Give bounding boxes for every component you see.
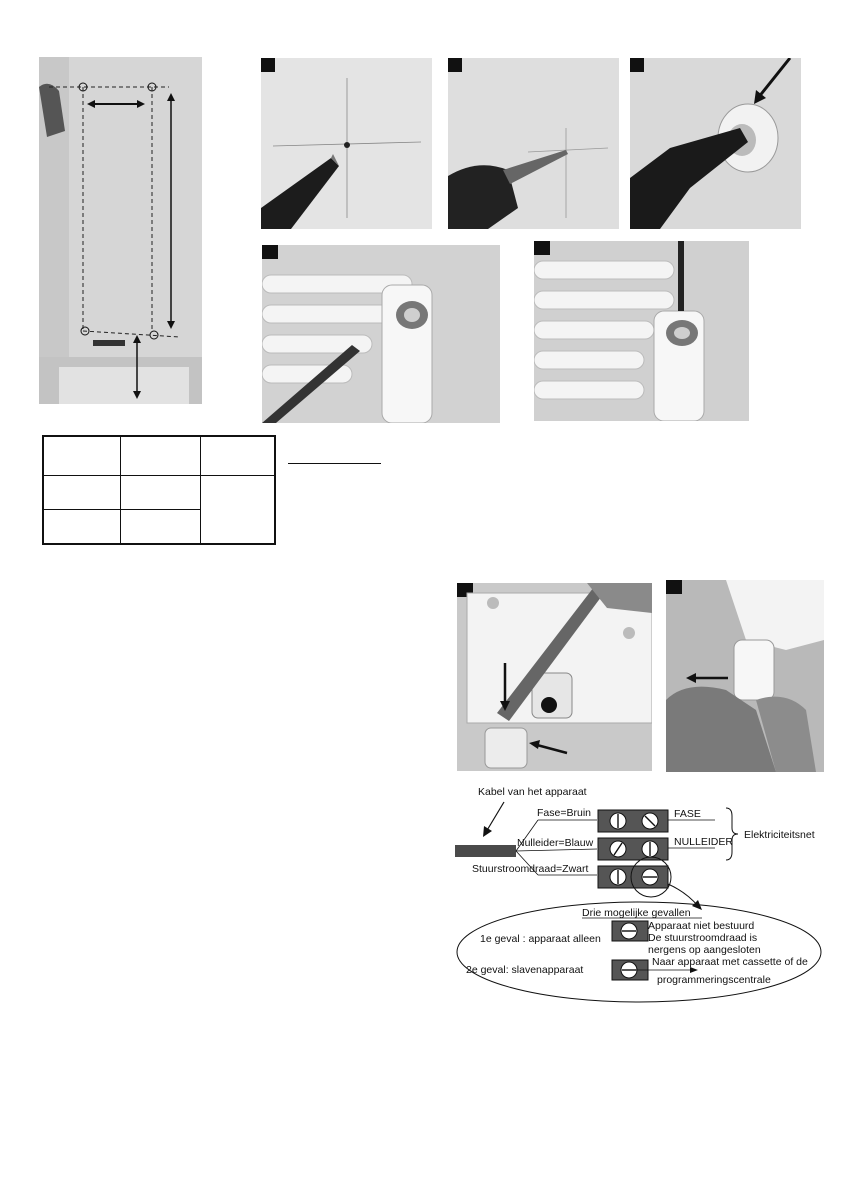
photo-bracket-left (262, 245, 500, 423)
photo-cable-gland (666, 580, 824, 772)
case1-desc-3: nergens op aangesloten (648, 944, 761, 956)
table-line (44, 475, 276, 476)
photo-bracket-right (534, 241, 749, 421)
cable-arrow (483, 826, 492, 837)
label-nulleider-blauw: Nulleider=Blauw (517, 837, 594, 849)
case2-label: 2e geval: slavenapparaat (466, 964, 584, 976)
case2-desc-2: programmeringscentrale (657, 974, 771, 986)
cable-label: Kabel van het apparaat (478, 786, 587, 798)
label-fase: FASE (674, 808, 701, 820)
cable-body (455, 845, 516, 857)
case1-desc-2: De stuurstroomdraad is (648, 932, 758, 944)
table-line (120, 437, 121, 543)
label-net: Elektriciteitsnet (744, 829, 815, 841)
photo-connection-box (457, 583, 652, 771)
photo-plug-screw (630, 58, 801, 229)
cases-title: Drie mogelijke gevallen (582, 907, 691, 919)
case1-label: 1e geval : apparaat alleen (480, 933, 601, 945)
photo-drilling (448, 58, 619, 229)
label-nulleider: NULLEIDER (674, 836, 733, 848)
case1-desc-1: Apparaat niet bestuurd (648, 920, 755, 932)
wiring-diagram (440, 780, 840, 1005)
photo-wall-marking (39, 57, 202, 404)
table-line (44, 509, 200, 510)
underline-rule (288, 463, 381, 464)
brace (726, 808, 738, 860)
table-line (200, 437, 201, 543)
label-stuur-zwart: Stuurstroomdraad=Zwart (472, 863, 589, 875)
empty-table (42, 435, 276, 545)
photo-pencil-mark (261, 58, 432, 229)
label-fase-bruin: Fase=Bruin (537, 807, 591, 819)
case2-desc-1: Naar apparaat met cassette of de (652, 956, 808, 968)
